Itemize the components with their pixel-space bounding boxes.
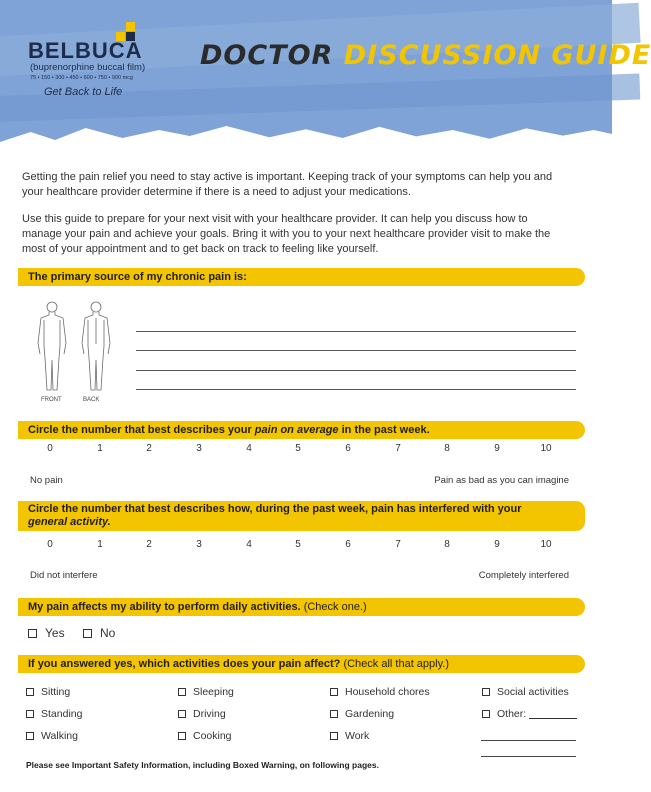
section-heading-general-activity — [18, 501, 585, 531]
scale-low-label: Did not interfere — [30, 570, 98, 581]
checkbox-icon[interactable] — [330, 688, 338, 696]
checkbox-label: Gardening — [345, 708, 395, 720]
scale-number[interactable]: 6 — [345, 539, 351, 550]
checkbox-standing[interactable] — [26, 708, 82, 720]
heading-note: (Check all that apply.) — [343, 658, 450, 670]
scale-high-label: Completely interfered — [478, 570, 569, 581]
brand-tagline: Get Back to Life — [44, 86, 123, 98]
write-line[interactable] — [136, 351, 576, 371]
heading-text: in the past week. — [338, 424, 430, 436]
checkbox-driving[interactable] — [178, 708, 226, 720]
checkbox-household-chores[interactable] — [330, 686, 430, 698]
checkbox-label: Standing — [41, 708, 83, 720]
heading-text: My pain affects my ability to perform daily activities. — [28, 601, 301, 613]
scale-number[interactable]: 4 — [246, 539, 252, 550]
page-title — [200, 40, 651, 71]
section-heading-pain-source: The primary source of my chronic pain is: — [18, 268, 585, 286]
checkbox-label: Household chores — [345, 686, 430, 698]
other-write-line[interactable] — [481, 756, 576, 757]
write-line[interactable] — [136, 312, 576, 332]
checkbox-label: Social activities — [497, 686, 569, 698]
scale-number[interactable]: 5 — [295, 443, 301, 454]
safety-footnote: Please see Important Safety Information, including Boxed Warning, on following pages. — [26, 760, 379, 770]
checkbox-no[interactable] — [83, 626, 115, 640]
title-part-2: DISCUSSION GUIDE — [343, 40, 651, 71]
checkbox-label: Sitting — [41, 686, 71, 698]
checkbox-gardening[interactable] — [330, 708, 394, 720]
checkbox-label: No — [100, 626, 116, 640]
pain-source-lines[interactable] — [136, 312, 576, 390]
checkbox-label: Walking — [41, 730, 78, 742]
back-label: BACK — [83, 397, 100, 403]
write-line[interactable] — [136, 332, 576, 352]
brand-name: BELBUCA — [28, 38, 143, 63]
scale-high-label: Pain as bad as you can imagine — [434, 475, 569, 486]
heading-emphasis: pain on average — [254, 424, 339, 436]
brand-subtitle: (buprenorphine buccal film) — [30, 62, 146, 73]
brand-doses: 75 • 150 • 300 • 450 • 600 • 750 • 900 mcg — [30, 75, 133, 81]
other-write-line[interactable] — [481, 740, 576, 741]
intro-paragraph-1: Getting the pain relief you need to stay active is important. Keeping track of your symptoms can help you and your healthcare provider determine if there is a need to adjust your medications. — [22, 171, 553, 198]
scale-number[interactable]: 5 — [295, 539, 301, 550]
checkbox-cooking[interactable] — [178, 730, 232, 742]
checkbox-icon[interactable] — [482, 710, 490, 718]
body-diagram — [30, 298, 120, 408]
checkbox-icon[interactable] — [83, 629, 92, 638]
scale-number[interactable]: 9 — [494, 539, 500, 550]
scale-number[interactable]: 3 — [196, 539, 202, 550]
intro-paragraph-2: Use this guide to prepare for your next visit with your healthcare provider. It can help you discuss how to manage your pain and achieve your goals. Bring it with you to your next healthcare provider visit to make the most of your appointment and to get back on track to feeling like yourself. — [22, 213, 551, 255]
checkbox-sitting[interactable] — [26, 686, 70, 698]
checkbox-label: Other: — [497, 708, 527, 720]
scale-number[interactable]: 7 — [395, 539, 401, 550]
checkbox-icon[interactable] — [178, 688, 186, 696]
scale-number[interactable]: 6 — [345, 443, 351, 454]
checkbox-label: Work — [345, 730, 370, 742]
checkbox-icon[interactable] — [26, 710, 34, 718]
pain-average-scale — [0, 443, 612, 459]
scale-number[interactable]: 1 — [97, 443, 103, 454]
checkbox-icon[interactable] — [178, 732, 186, 740]
scale-number[interactable]: 9 — [494, 443, 500, 454]
other-write-line[interactable] — [529, 718, 577, 719]
checkbox-icon[interactable] — [26, 688, 34, 696]
checkbox-label: Yes — [45, 626, 65, 640]
scale-number[interactable]: 0 — [47, 539, 53, 550]
checkbox-icon[interactable] — [330, 710, 338, 718]
checkbox-label: Driving — [193, 708, 226, 720]
heading-note: (Check one.) — [303, 601, 367, 613]
scale-number[interactable]: 10 — [540, 443, 552, 454]
section-heading-daily-activities — [18, 598, 585, 616]
checkbox-icon[interactable] — [178, 710, 186, 718]
banner-brush-edge — [0, 118, 612, 158]
checkbox-icon[interactable] — [26, 732, 34, 740]
heading-text: Circle the number that best describes your — [28, 424, 255, 436]
heading-text: Circle the number that best describes how, during the past week, pain has interfered with your — [28, 503, 522, 515]
scale-number[interactable]: 3 — [196, 443, 202, 454]
scale-number[interactable]: 0 — [47, 443, 53, 454]
brand-logo — [28, 22, 168, 102]
checkbox-yes[interactable] — [28, 626, 65, 640]
checkbox-work[interactable] — [330, 730, 369, 742]
scale-number[interactable]: 1 — [97, 539, 103, 550]
heading-emphasis: general activity. — [28, 516, 111, 528]
scale-number[interactable]: 10 — [540, 539, 552, 550]
scale-number[interactable]: 4 — [246, 443, 252, 454]
checkbox-label: Cooking — [193, 730, 232, 742]
checkbox-social-activities[interactable] — [482, 686, 569, 698]
scale-number[interactable]: 2 — [146, 539, 152, 550]
checkbox-icon[interactable] — [482, 688, 490, 696]
general-activity-scale — [0, 539, 612, 555]
body-outline-icon[interactable] — [30, 298, 120, 398]
title-part-1: DOCTOR — [200, 40, 334, 71]
section-heading-affected-activities — [18, 655, 585, 673]
section-heading-pain-average — [18, 421, 585, 439]
checkbox-label: Sleeping — [193, 686, 234, 698]
checkbox-other[interactable] — [482, 708, 577, 720]
scale-low-label: No pain — [30, 475, 63, 486]
heading-text: If you answered yes, which activities does your pain affect? — [28, 658, 341, 670]
checkbox-icon[interactable] — [28, 629, 37, 638]
scale-number[interactable]: 2 — [146, 443, 152, 454]
write-line[interactable] — [136, 371, 576, 391]
checkbox-icon[interactable] — [330, 732, 338, 740]
scale-number[interactable]: 8 — [444, 443, 450, 454]
scale-number[interactable]: 7 — [395, 443, 401, 454]
checkbox-sleeping[interactable] — [178, 686, 234, 698]
scale-number[interactable]: 8 — [444, 539, 450, 550]
front-label: FRONT — [41, 397, 62, 403]
checkbox-walking[interactable] — [26, 730, 78, 742]
